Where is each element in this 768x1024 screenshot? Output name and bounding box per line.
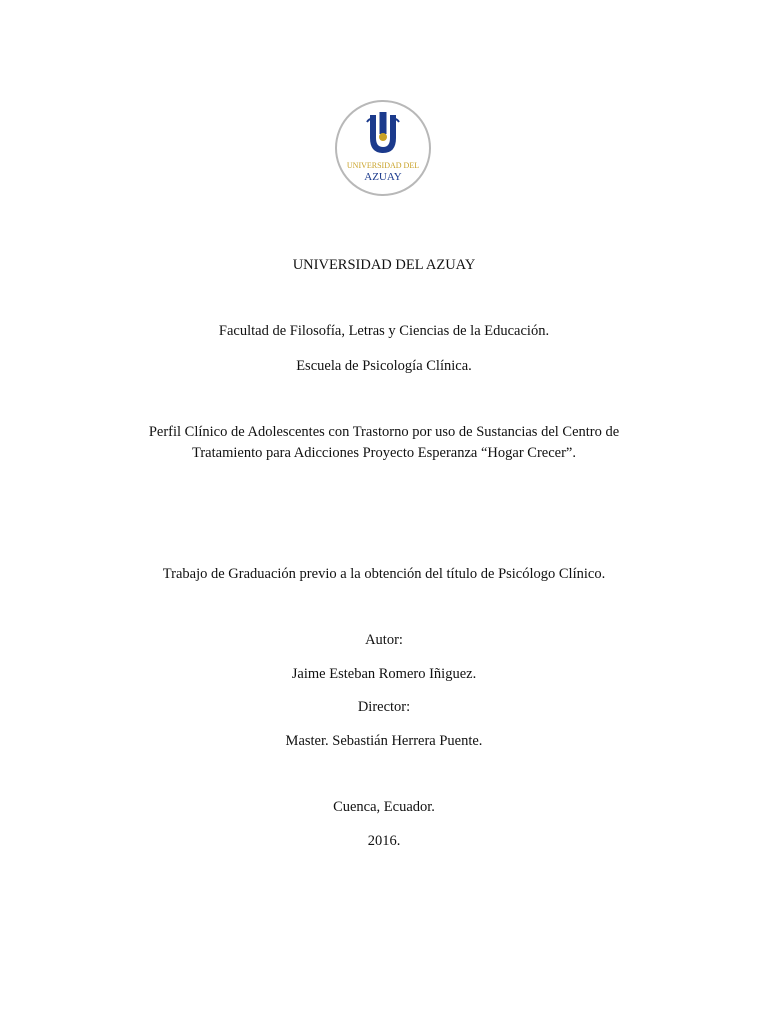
thesis-title-open-quote: “ bbox=[477, 445, 488, 461]
school-name: Escuela de Psicología Clínica. bbox=[296, 358, 472, 374]
thesis-title-line2-part1: Tratamiento para Adicciones Proyecto bbox=[192, 445, 418, 461]
place: Cuenca, Ecuador. bbox=[333, 799, 435, 815]
year: 2016. bbox=[367, 833, 401, 849]
university-logo bbox=[333, 98, 433, 198]
director-label: Director: bbox=[357, 699, 411, 715]
thesis-title-close-quote: ”. bbox=[565, 445, 576, 461]
thesis-title-hogar-crecer: Hogar Crecer bbox=[487, 445, 566, 461]
director-name: Master. Sebastián Herrera Puente. bbox=[285, 733, 483, 749]
thesis-title-line1: Perfil Clínico de Adolescentes con Trastorno por uso de Sustancias del Centro de bbox=[148, 424, 620, 440]
thesis-title-line2 bbox=[0, 443, 768, 463]
university-name: UNIVERSIDAD DEL AZUAY bbox=[292, 257, 476, 273]
author-label: Autor: bbox=[365, 632, 403, 648]
logo-text-line1: UNIVERSIDAD DEL bbox=[346, 161, 420, 170]
thesis-title-esperanza: Esperanza bbox=[417, 445, 478, 461]
author-name: Jaime Esteban Romero Iñiguez. bbox=[291, 666, 477, 682]
faculty-name: Facultad de Filosofía, Letras y Ciencias de la Educación. bbox=[218, 323, 550, 339]
logo-text-line2: AZUAY bbox=[364, 171, 402, 183]
graduation-note: Trabajo de Graduación previo a la obtención del título de Psicólogo Clínico. bbox=[162, 566, 606, 582]
university-seal-icon bbox=[333, 98, 433, 198]
